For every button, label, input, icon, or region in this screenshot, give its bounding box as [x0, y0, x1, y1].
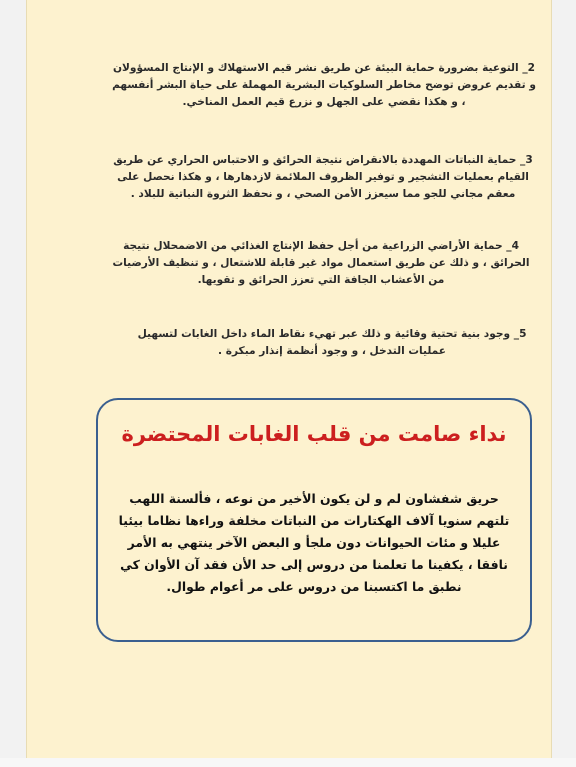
paragraph-3: 3_ حماية النباتات المهددة بالانقراض نتيجة الحرائق و الاحتباس الحراري عن طريق القيام بعمليات التشجير و توفير الظروف الملائمة لازدهارها ، و هكذا نحصل على معقم مجاني للجو مما سيعزز الأمن الصحي ، و نحفظ الثروة النباتية للبلاد .	[113, 154, 533, 200]
document-page	[26, 0, 552, 758]
paragraph-2: 2_ التوعية بضرورة حماية البيئة عن طريق نشر قيم الاستهلاك و الإنتاج المسؤولان و تقديم عروض توضح مخاطر السلوكيات البشرية المهملة على حياة البشر أنفسهم ، و هكذا نقضي على الجهل و نزرع قيم العمل المناخي.	[112, 62, 536, 108]
paragraph-5: 5_ وجود بنية تحتية وقائية و ذلك عبر تهيء نقاط الماء داخل الغابات لتسهيل عمليات التدخل ، و وجود أنظمة إنذار مبكرة .	[137, 328, 527, 357]
callout-body: حريق شفشاون لم و لن يكون الأخير من نوعه ، فألسنة اللهب تلتهم سنويا آلاف الهكتارات من النباتات مخلفة وراءها نظاما بيئيا عليلا و مئات الحيوانات دون ملجأ و البعض الآخر ينتهي به الأمر نافقا ، يكفينا ما تعلمنا من دروس إلى حد الأن فقد آن الأوان كي نطبق ما اكتسبنا من دروس على مر أعوام طوال.	[118, 491, 510, 594]
callout-box	[96, 398, 532, 642]
paragraph-4: 4_ حماية الأراضي الزراعية من أجل حفظ الإنتاج الغذائي من الاضمحلال نتيجة الحرائق ، و ذلك عن طريق استعمال مواد غير قابلة للاشتعال ، و تنظيف الأرضيات من الأعشاب الجافة التي تعزز الحرائق و تقويها.	[112, 240, 530, 286]
callout-title: نداء صامت من قلب الغابات المحتضرة	[121, 422, 507, 446]
viewer-background	[0, 758, 576, 767]
